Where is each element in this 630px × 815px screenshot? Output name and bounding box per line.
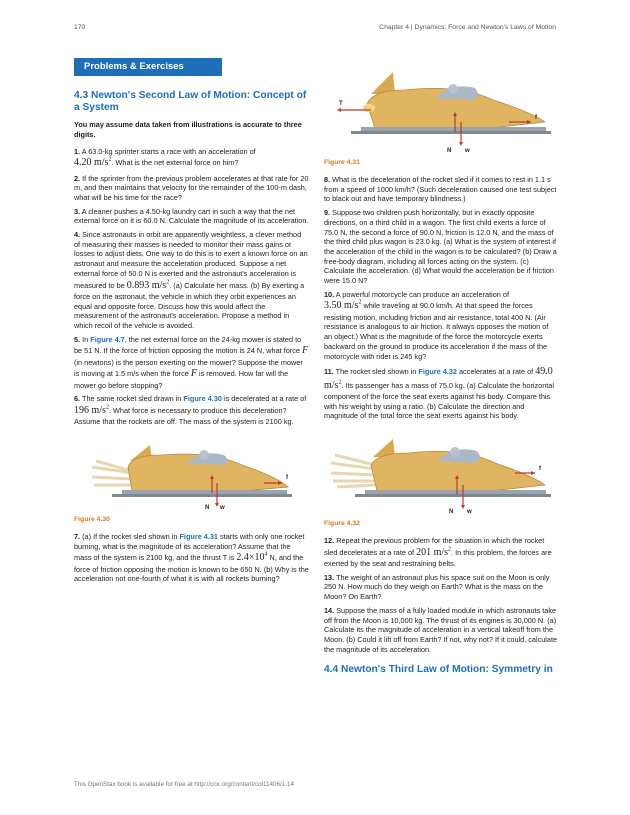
section-note: You may assume data taken from illustrations is accurate to three digits. bbox=[74, 120, 302, 139]
math-variable: F bbox=[301, 345, 309, 357]
problem-8: 8. What is the deceleration of the rocket sled if it comes to rest in 1.1 s from a speed of 1000 km/h? (Such deceleration caused one test subject to black out and have temporary blindness.) bbox=[324, 175, 557, 204]
label-w: w bbox=[219, 505, 225, 512]
math-expression: 3.50 $m/s^2$ bbox=[324, 300, 362, 312]
rocket-sled-illustration bbox=[331, 439, 551, 497]
problem-7: 7. (a) If the rocket sled shown in Figure 4.31 starts with only one rocket burning, what is the magnitude of its acceleration? Assume that the mass of the system is 2100 kg, and the thrust T is $2.4\times 10^4$ N, and the force of friction opposing the motion is known to be 650 N. (b) Why is the acceleration not one-fourth of what it is with all rockets burning? bbox=[74, 532, 309, 584]
rocket-sled-figure-4-32 bbox=[331, 427, 551, 517]
left-column bbox=[74, 58, 309, 588]
problem-6: 6. The same rocket sled drawn in Figure 4.30 is decelerated at a rate of 196 $m/s^2$. What force is necessary to produce this deceleration? Assume that the rockets are off. The mass of the system is 2100 kg. bbox=[74, 394, 307, 427]
problems-banner: Problems & Exercises bbox=[74, 58, 222, 76]
chapter-heading: Chapter 4 | Dynamics: Force and Newton's Laws of Motion bbox=[379, 24, 556, 31]
section-title-next: 4.4 Newton's Third Law of Motion: Symmetry in bbox=[324, 664, 553, 676]
label-N: N bbox=[449, 508, 454, 515]
problem-14: 14. Suppose the mass of a fully loaded module in which astronauts take off from the Moon is 10,000 kg. The thrust of its engines is 30,000 N. (a) Calculate its the magnitude of acceleration in a vertical takeoff from the Moon. (b) Could it lift off from Earth? If not, why not? If it could, calculate the magnitude of its acceleration. bbox=[324, 605, 558, 654]
label-N: N bbox=[204, 505, 209, 512]
problem-12: 12. Repeat the previous problem for the situation in which the rocket sled decelerates at a rate of 201 $m/s^2$. In this problem, the forces are exerted by the seat and restraining belts. bbox=[324, 536, 552, 569]
label-f: f bbox=[539, 465, 541, 472]
problem-9: 9. Suppose two children push horizontally, but in exactly opposite directions, on a third child in a wagon. The first child exerts a force of 75.0 N, the second a force of 90.0 N, friction is 12.0 N, and the mass of the third child plus wagon is 23.0 kg. (a) What is the system of interest if the acceleration of the child in the wagon is to be calculated? (b) Draw a free-body diagram, including all forces acting on the system. (c) Calculate the acceleration. (d) What would the acceleration be if friction were 15.0 N? bbox=[324, 208, 557, 286]
section-title: 4.3 Newton's Second Law of Motion: Concept of a System bbox=[74, 89, 307, 113]
math-expression: 0.893 $m/s^2$ bbox=[126, 279, 170, 291]
math-variable: F bbox=[190, 368, 197, 380]
rocket-sled-figure-4-30 bbox=[92, 433, 292, 513]
label-w: w bbox=[465, 148, 470, 154]
right-column bbox=[324, 58, 558, 683]
figure-link[interactable]: Figure 4.32 bbox=[418, 367, 457, 377]
label-f: f bbox=[285, 475, 288, 482]
rocket-sled-illustration bbox=[92, 445, 292, 497]
figure-caption: Figure 4.30 bbox=[74, 516, 110, 524]
figure-link[interactable]: Figure 4.31 bbox=[179, 532, 218, 542]
label-N: N bbox=[447, 148, 452, 154]
problem-11: 11. The rocket sled shown in Figure 4.32 accelerates at a rate of 49.0 $m/s^2$. Its passenger has a mass of 75.0 kg. (a) Calculate the horizontal component of the force the seat exerts against his body. Compare this with his weight by using a ratio. (b) Calculate the direction and magnitude of the total force the seat exerts against his body. bbox=[324, 366, 554, 421]
label-f: f bbox=[535, 115, 537, 121]
page-footer: This OpenStax book is available for free at http://cnx.org/content/col11406/1.14 bbox=[74, 781, 295, 788]
math-expression: 4.20 $m/s^2$ bbox=[74, 156, 112, 169]
problem-13: 13. The weight of an astronaut plus his space suit on the Moon is only 250 N. How much do they weigh on Earth? What is the mass on the Moon? On Earth? bbox=[324, 572, 550, 602]
figure-caption: Figure 4.32 bbox=[324, 519, 360, 527]
problem-1: 1. A 63.0-kg sprinter starts a race with an acceleration of 4.20 $m/s^2$. What is the net external force on him? bbox=[74, 146, 256, 169]
rocket-sled-figure-4-31 bbox=[331, 64, 551, 156]
figure-caption: Figure 4.31 bbox=[324, 159, 360, 166]
rocket-sled-illustration bbox=[351, 72, 551, 134]
math-expression: 201 $m/s^2$ bbox=[416, 546, 452, 558]
figure-link[interactable]: Figure 4.30 bbox=[183, 394, 222, 404]
problem-10: 10. A powerful motorcycle can produce an acceleration of 3.50 $m/s^2$ while traveling at 90.0 km/h. At that speed the forces resisting motion, including friction and air resistance, total 400 N. (Air resistance is analogous to air friction. It always opposes the motion of an object.) What is the magnitude of the force the motorcycle exerts backward on the ground to produce its acceleration if the mass of the motorcycle with rider is 245 kg? bbox=[324, 289, 549, 361]
label-w: w bbox=[467, 508, 472, 515]
label-T: T bbox=[339, 101, 343, 107]
page-number: 170 bbox=[74, 24, 86, 31]
math-expression: $2.4\times 10^4$ bbox=[236, 552, 268, 564]
problem-3: 3. A cleaner pushes a 4.50-kg laundry cart in such a way that the net external force on it is 60.0 N. Calculate the magnitude of its acceleration. bbox=[74, 206, 309, 226]
figure-link[interactable]: Figure 4.7 bbox=[90, 334, 125, 344]
problem-4: 4. Since astronauts in orbit are apparently weightless, a clever method of measuring their masses is needed to monitor their mass gains or losses to adjust diets. One way to do this is to exert a known force on an astronaut and measure the acceleration produced. Suppose a net external force of 50.0 N is exerted and the astronaut's acceleration is measured to be 0.893 $m/s^2$. (a) Calculate her mass. (b) By exerting a force on the astronaut, the vehicle in which they orbit experiences an equal and opposite force. Discuss how this would affect the measurement of the astronaut's acceleration. Propose a method in which recoil of the vehicle is avoided. bbox=[74, 230, 308, 330]
problem-5: 5. In Figure 4.7, the net external force on the 24-kg mower is stated to be 51 N. If the force of friction opposing the motion is 24 N, what force F (in newtons) is the person exerting on the mower? Suppose the mower is moving at 1.5 m/s when the force F is removed. How far will the mower go before stopping? bbox=[74, 334, 309, 390]
math-expression: 49.0 $m/s^2$ bbox=[324, 366, 553, 391]
math-expression: 196 $m/s^2$ bbox=[74, 404, 109, 417]
problem-2: 2. If the sprinter from the previous problem accelerates at that rate for 20 m, and then maintains that velocity for the remainder of the 100-m dash, what will be his time for the race? bbox=[74, 173, 309, 202]
